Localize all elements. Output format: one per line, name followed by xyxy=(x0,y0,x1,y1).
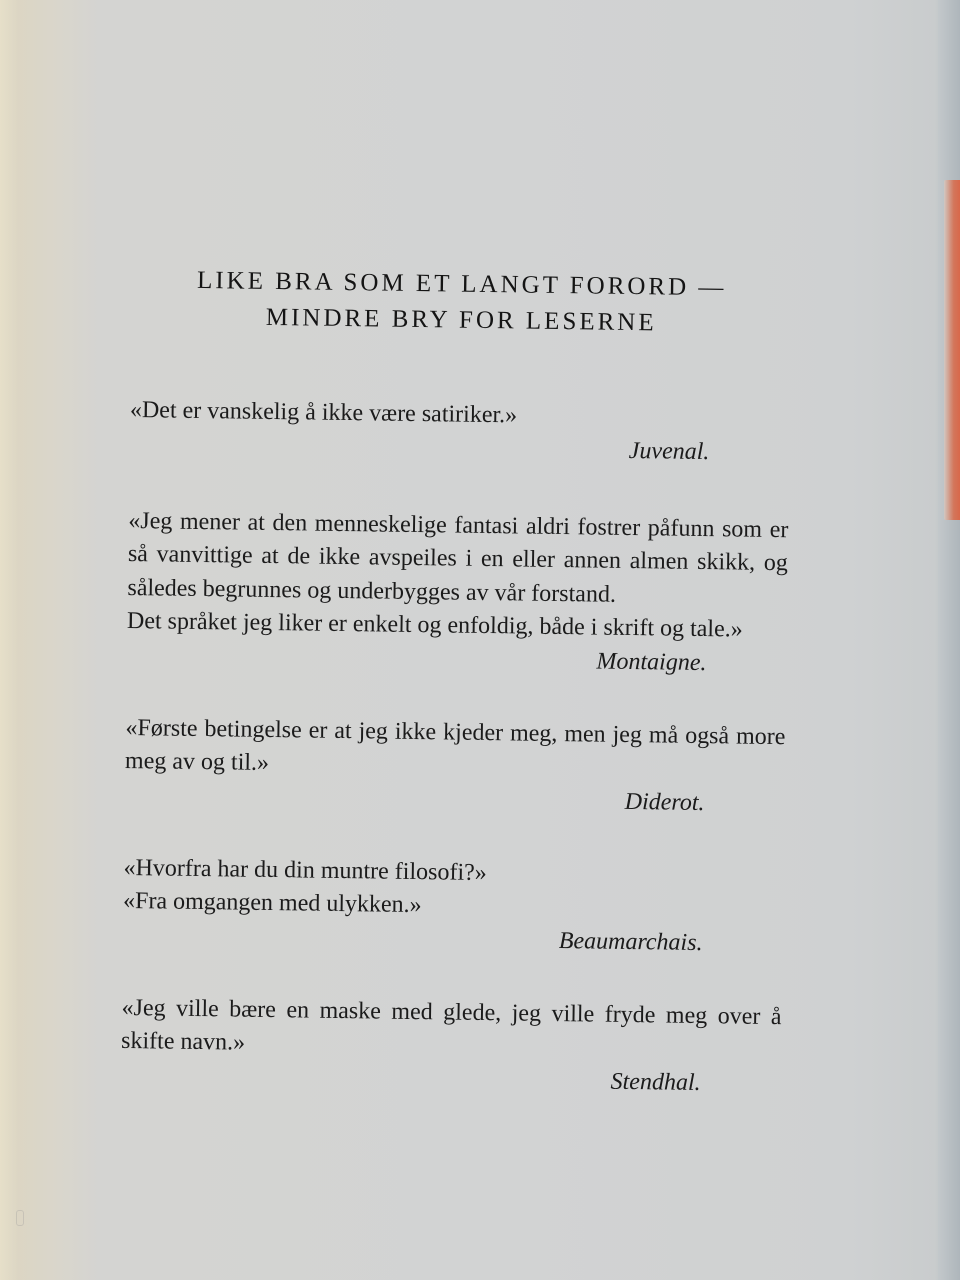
heading-line-1: LIKE BRA SOM ET LANGT FORORD — xyxy=(196,266,727,302)
quote-text: «Jeg ville bære en maske med glede, jeg ville fryde meg over å skifte navn.» xyxy=(120,994,782,1056)
page-text-block xyxy=(120,262,792,1101)
quote-text: «Første betingelse er at jeg ikke kjeder meg, men jeg må også more meg av og til.» xyxy=(124,714,786,776)
quote-author: Juvenal. xyxy=(628,437,710,465)
quote-text: «Jeg mener at den menneskelige fantasi aldri fostrer påfunn som er så vanvittige at de ikke avspeiles i en eller annen almen skikk, og således begrunnes og underbygges av vår forstand. Det språket jeg liker er enkelt og enfoldig, både i skrift og tale.» xyxy=(126,507,789,643)
epigraph-stendhal xyxy=(120,991,781,1100)
quote-author: Montaigne. xyxy=(596,648,707,676)
chapter-heading xyxy=(131,262,792,343)
quote-author: Stendhal. xyxy=(610,1068,701,1096)
epigraph-montaigne xyxy=(126,504,788,680)
quote-author: Beaumarchais. xyxy=(558,927,703,956)
quote-author: Diderot. xyxy=(624,788,705,816)
quote-text: «Hvorfra har du din muntre filosofi?» «Fra omgangen med ulykken.» xyxy=(122,854,487,919)
red-bookmark-tab xyxy=(944,180,960,520)
page-gutter xyxy=(0,0,18,1280)
quote-text: «Det er vanskelig å ikke være satiriker.» xyxy=(129,396,518,429)
epigraph-diderot xyxy=(124,711,785,820)
epigraph-beaumarchais xyxy=(122,851,783,960)
heading-line-2: MINDRE BRY FOR LESERNE xyxy=(265,303,657,337)
page-corner-mark xyxy=(16,1210,24,1226)
epigraph-juvenal xyxy=(129,394,790,470)
